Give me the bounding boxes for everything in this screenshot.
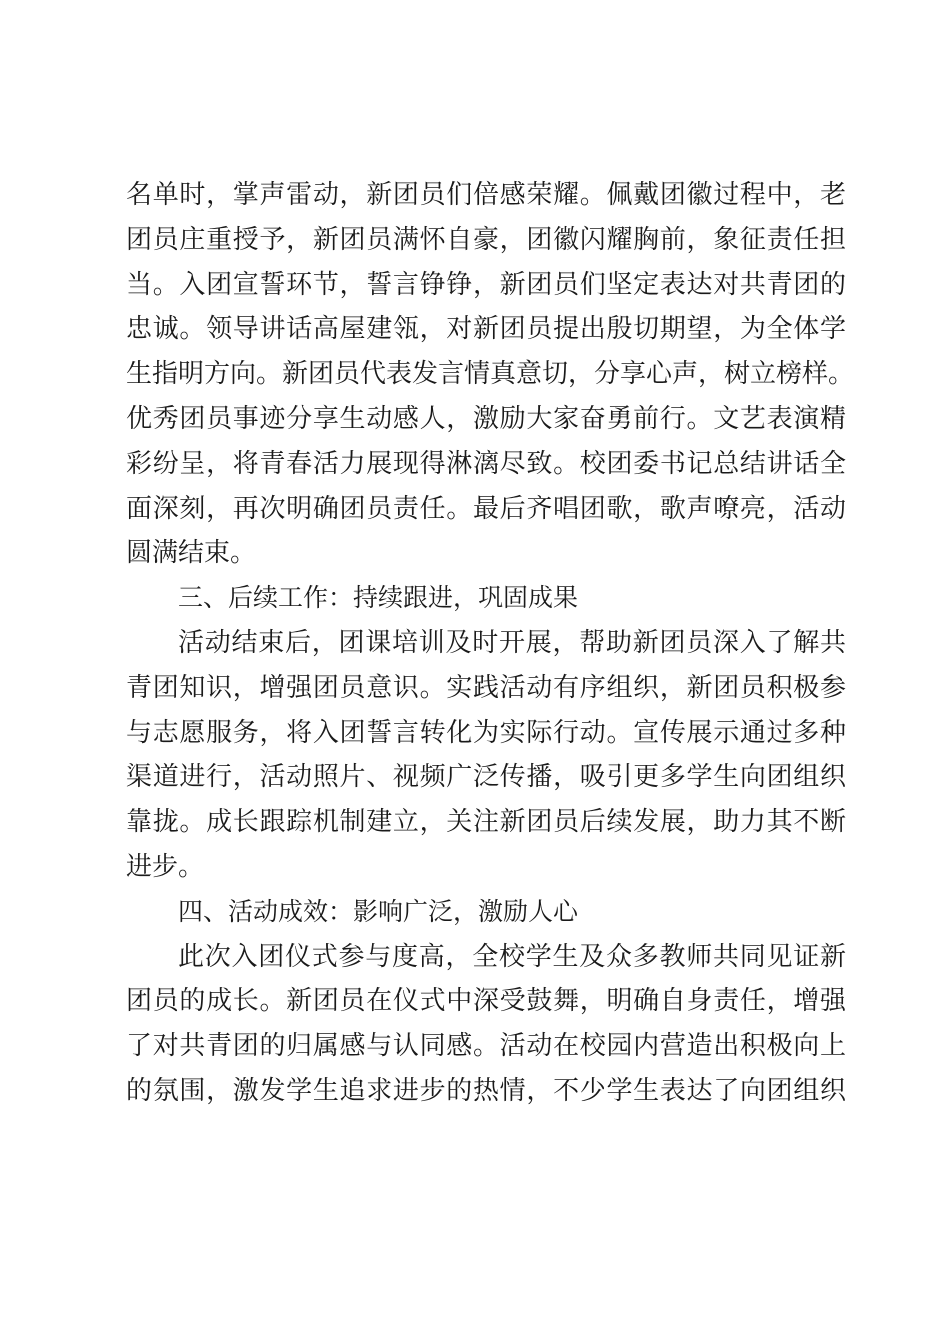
text-line: 与志愿服务，将入团誓言转化为实际行动。宣传展示通过多种 (126, 717, 846, 748)
paragraph-end-line: 圆满结束。 (126, 538, 257, 569)
text-line: 青团知识，增强团员意识。实践活动有序组织，新团员积极参 (126, 672, 846, 703)
text-line: 名单时，掌声雷动，新团员们倍感荣耀。佩戴团徽过程中，老 (126, 180, 846, 210)
text-line: 忠诚。领导讲话高屋建瓴，对新团员提出殷切期望，为全体学 (126, 314, 846, 345)
paragraph-first-line: 此次入团仪式参与度高，全校学生及众多教师共同见证新 (178, 941, 846, 972)
text-line: 彩纷呈，将青春活力展现得淋漓尽致。校团委书记总结讲话全 (126, 448, 846, 479)
text-line: 当。入团宣誓环节，誓言铮铮，新团员们坚定表达对共青团的 (126, 269, 846, 300)
body-text (126, 173, 855, 1114)
text-line: 靠拢。成长跟踪机制建立，关注新团员后续发展，助力其不断 (126, 807, 846, 838)
paragraph-end-line: 进步。 (126, 851, 205, 882)
text-line: 优秀团员事迹分享生动感人，激励大家奋勇前行。文艺表演精 (126, 403, 846, 434)
text-line: 面深刻，再次明确团员责任。最后齐唱团歌，歌声嘹亮，活动 (126, 493, 846, 524)
section-heading-3: 三、后续工作：持续跟进，巩固成果 (178, 583, 579, 613)
section-heading-4: 四、活动成效：影响广泛，激励人心 (178, 896, 579, 926)
text-line: 团员的成长。新团员在仪式中深受鼓舞，明确自身责任，增强 (126, 986, 846, 1017)
text-line: 渠道进行，活动照片、视频广泛传播，吸引更多学生向团组织 (126, 762, 846, 793)
text-line: 生指明方向。新团员代表发言情真意切，分享心声，树立榜样。 (126, 359, 855, 390)
text-line: 了对共青团的归属感与认同感。活动在校园内营造出积极向上 (126, 1031, 846, 1062)
text-line: 的氛围，激发学生追求进步的热情，不少学生表达了向团组织 (126, 1075, 846, 1106)
paragraph-first-line: 活动结束后，团课培训及时开展，帮助新团员深入了解共 (178, 627, 846, 658)
text-line: 团员庄重授予，新团员满怀自豪，团徽闪耀胸前，象征责任担 (126, 224, 846, 255)
